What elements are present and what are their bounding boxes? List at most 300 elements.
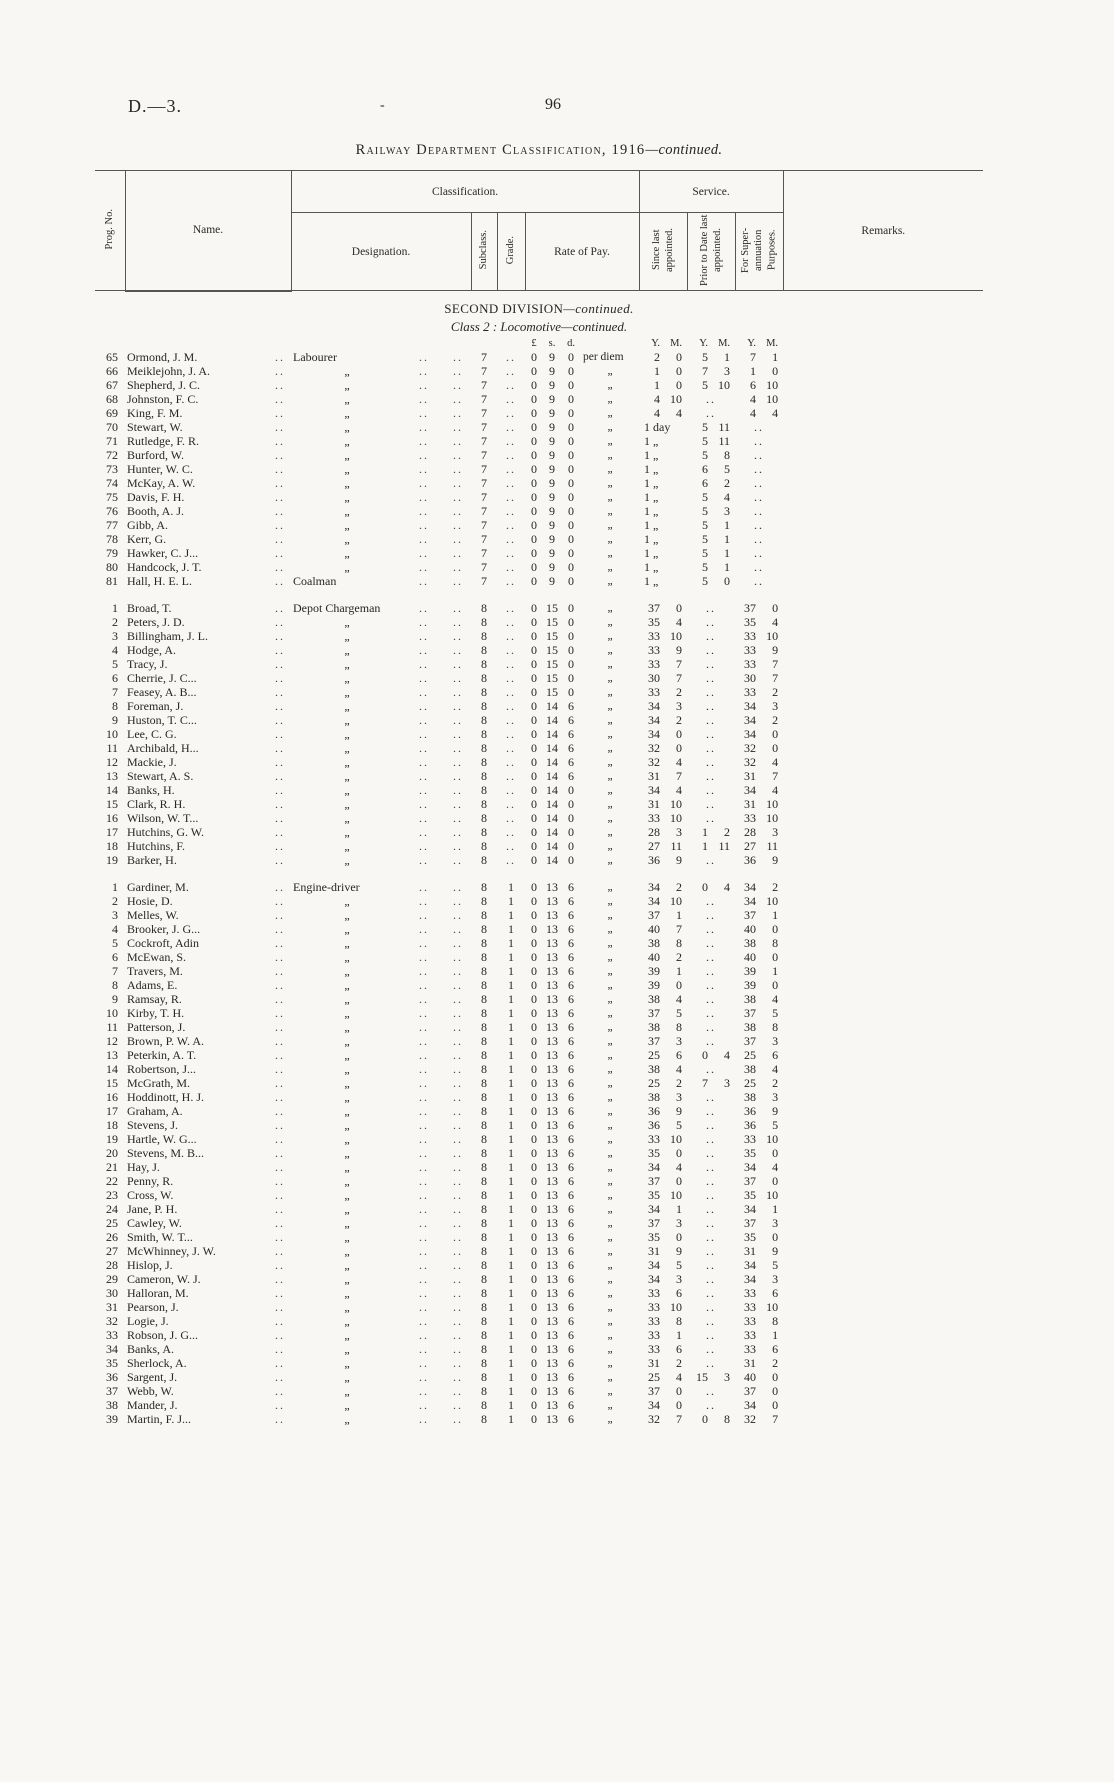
table-row <box>95 1146 983 1160</box>
since-last-appointed-months: 10 <box>670 1299 683 1314</box>
leader-dots: .. <box>275 935 285 950</box>
since-last-appointed: 1 „ <box>644 447 659 462</box>
pay-pence: 6 <box>568 1285 574 1300</box>
employee-name: Hartle, W. G... <box>127 1131 197 1146</box>
leader-dots: .. <box>419 907 429 922</box>
pay-shillings: 13 <box>546 1061 558 1076</box>
superannuation-years: 37 <box>744 907 757 922</box>
prog-no: 15 <box>106 796 118 811</box>
leader-dots: .. <box>453 1145 463 1160</box>
table-row <box>95 992 983 1006</box>
remarks <box>783 1188 983 1202</box>
leader-dots: .. <box>453 796 463 811</box>
pay-shillings: 9 <box>549 461 555 476</box>
pay-shillings: 13 <box>546 949 558 964</box>
pay-pounds: 0 <box>531 907 537 922</box>
rate-per: „ <box>607 741 613 754</box>
prog-no: 8 <box>112 977 118 992</box>
grade: 1 <box>508 1229 514 1244</box>
prog-no: 21 <box>106 1159 118 1174</box>
remarks <box>783 434 983 448</box>
leader-dots: .. <box>419 1355 429 1370</box>
leader-dots: .. <box>453 1397 463 1412</box>
pay-pounds: 0 <box>531 1061 537 1076</box>
pay-pounds: 0 <box>531 1047 537 1062</box>
prog-no: 1 <box>112 879 118 894</box>
remarks <box>783 378 983 392</box>
table-row <box>95 713 983 727</box>
prog-no: 7 <box>112 684 118 699</box>
pay-pounds: 0 <box>531 782 537 797</box>
pay-shillings: 13 <box>546 1313 558 1328</box>
table-row <box>95 490 983 504</box>
subclass: 8 <box>481 1271 487 1286</box>
remarks <box>783 1272 983 1286</box>
prog-no: 74 <box>106 475 118 490</box>
pay-pence: 6 <box>568 1159 574 1174</box>
superannuation-months: 7 <box>772 768 779 783</box>
leader-dots: .. <box>419 1131 429 1146</box>
pay-pence: 6 <box>568 1075 574 1090</box>
leader-dots: .. <box>275 349 285 364</box>
superannuation-years: 34 <box>744 698 757 713</box>
leader-dots: .. <box>419 391 429 406</box>
leader-dots: .. <box>275 628 285 643</box>
superannuation-years: 34 <box>744 726 757 741</box>
table-row <box>95 1216 983 1230</box>
leader-dots: .. <box>419 810 429 825</box>
superannuation-years: 27 <box>744 838 757 853</box>
superannuation-months: 3 <box>772 1089 779 1104</box>
superannuation-months: 0 <box>772 977 779 992</box>
rate-per: „ <box>607 1202 613 1215</box>
since-last-appointed-years: 4 <box>654 391 661 406</box>
superannuation-months: 0 <box>772 949 779 964</box>
superannuation-years: 40 <box>744 921 757 936</box>
pay-shillings: 14 <box>546 852 558 867</box>
employee-name: Hutchins, F. <box>127 838 186 853</box>
prog-no: 3 <box>112 907 118 922</box>
leader-dots: .. <box>419 796 429 811</box>
prog-no: 29 <box>106 1271 118 1286</box>
pay-pounds: 0 <box>531 670 537 685</box>
pay-shillings: 13 <box>546 1019 558 1034</box>
prog-no: 23 <box>106 1187 118 1202</box>
leader-dots: .. <box>419 489 429 504</box>
superannuation-years: 34 <box>744 879 757 894</box>
remarks <box>783 364 983 378</box>
header-prog-no <box>95 171 125 291</box>
leader-dots: .. <box>419 1145 429 1160</box>
grade: .. <box>506 447 516 462</box>
pay-pounds: 0 <box>531 391 537 406</box>
superannuation-months: 6 <box>772 1047 779 1062</box>
leader-dots: .. <box>453 628 463 643</box>
leader-dots: .. <box>275 1075 285 1090</box>
leader-dots: .. <box>453 1355 463 1370</box>
pay-pounds: 0 <box>531 614 537 629</box>
pay-shillings: 13 <box>546 935 558 950</box>
table-row <box>95 755 983 769</box>
superannuation-months: 4 <box>772 754 779 769</box>
header-since-last-appointed-label: Since last appointed. <box>650 227 676 273</box>
remarks <box>783 894 983 908</box>
since-last-appointed-years: 34 <box>648 712 661 727</box>
rate-per: „ <box>607 922 613 935</box>
subclass: 8 <box>481 1411 487 1426</box>
leader-dots: .. <box>275 963 285 978</box>
prior-service-none: .. <box>706 1243 717 1258</box>
remarks <box>783 978 983 992</box>
employee-name: Hutchins, G. W. <box>127 824 205 839</box>
rate-per: „ <box>607 1328 613 1341</box>
prior-service-years: 5 <box>702 503 709 518</box>
employee-name: Gardiner, M. <box>127 879 189 894</box>
leader-dots: .. <box>453 670 463 685</box>
grade: .. <box>506 573 516 588</box>
since-last-appointed-months: 8 <box>676 1019 683 1034</box>
leader-dots: .. <box>453 573 463 588</box>
pay-shillings: 14 <box>546 768 558 783</box>
prog-no: 34 <box>106 1341 118 1356</box>
prog-no: 68 <box>106 391 118 406</box>
superannuation-years: 35 <box>744 614 757 629</box>
grade: 1 <box>508 1383 514 1398</box>
remarks <box>783 490 983 504</box>
leader-dots: .. <box>419 1075 429 1090</box>
employee-name: Johnston, F. C. <box>127 391 199 406</box>
grade: .. <box>506 475 516 490</box>
superannuation-months: 11 <box>766 838 779 853</box>
designation: „ <box>344 907 350 922</box>
prior-service-none: .. <box>706 1299 717 1314</box>
pay-pence: 0 <box>568 642 574 657</box>
pay-pounds: 0 <box>531 935 537 950</box>
since-last-appointed-years: 35 <box>648 614 661 629</box>
subclass: 8 <box>481 1313 487 1328</box>
superannuation-years: 40 <box>744 1369 757 1384</box>
designation: „ <box>344 893 350 908</box>
pay-pounds: 0 <box>531 517 537 532</box>
since-last-appointed-months: 10 <box>670 796 683 811</box>
subclass: 8 <box>481 698 487 713</box>
rate-per: „ <box>607 1370 613 1383</box>
prior-service-months: 11 <box>718 433 731 448</box>
pay-pence: 6 <box>568 1047 574 1062</box>
designation: „ <box>344 1187 350 1202</box>
remarks <box>783 741 983 755</box>
designation: „ <box>344 963 350 978</box>
rate-per: „ <box>607 490 613 503</box>
rate-per: „ <box>607 1286 613 1299</box>
designation: „ <box>344 1061 350 1076</box>
subclass: 8 <box>481 907 487 922</box>
leader-dots: .. <box>419 1215 429 1230</box>
table-row <box>95 978 983 992</box>
prior-service-none: .. <box>706 1257 717 1272</box>
table-row <box>95 1132 983 1146</box>
leader-dots: .. <box>419 559 429 574</box>
employee-name: McWhinney, J. W. <box>127 1243 216 1258</box>
leader-dots: .. <box>275 461 285 476</box>
leader-dots: .. <box>453 1215 463 1230</box>
document-title-main: Railway Department Classification, 1916 <box>355 142 646 158</box>
employee-name: Ramsay, R. <box>127 991 182 1006</box>
prog-no: 5 <box>112 935 118 950</box>
grade: 1 <box>508 1019 514 1034</box>
superannuation-years: 4 <box>750 405 757 420</box>
grade: 1 <box>508 1103 514 1118</box>
pay-shillings: 9 <box>549 545 555 560</box>
superannuation-years: 37 <box>744 1033 757 1048</box>
pay-shillings: 14 <box>546 726 558 741</box>
grade: .. <box>506 559 516 574</box>
pay-pounds: 0 <box>531 726 537 741</box>
rate-per: „ <box>607 1020 613 1033</box>
since-last-appointed-years: 34 <box>648 1397 661 1412</box>
subclass: 8 <box>481 963 487 978</box>
employee-name: Meiklejohn, J. A. <box>127 363 210 378</box>
pay-shillings: 13 <box>546 1005 558 1020</box>
pay-shillings: 13 <box>546 921 558 936</box>
leader-dots: .. <box>275 517 285 532</box>
since-last-appointed-months: 9 <box>676 1243 683 1258</box>
subclass: 8 <box>481 1187 487 1202</box>
subclass: 7 <box>481 433 487 448</box>
rate-per: „ <box>607 727 613 740</box>
prior-service-none: .. <box>706 1061 717 1076</box>
leader-dots: .. <box>419 503 429 518</box>
designation: „ <box>344 768 350 783</box>
since-last-appointed-years: 38 <box>648 935 661 950</box>
prior-service-years: 0 <box>702 1411 709 1426</box>
leader-dots: .. <box>453 461 463 476</box>
pay-shillings: 13 <box>546 907 558 922</box>
employee-name: McEwan, S. <box>127 949 186 964</box>
employee-name: Graham, A. <box>127 1103 183 1118</box>
pay-shillings: 13 <box>546 1089 558 1104</box>
rate-per: „ <box>607 1188 613 1201</box>
table-row <box>95 532 983 546</box>
superannuation-years: 30 <box>744 670 757 685</box>
pay-shillings: 14 <box>546 712 558 727</box>
since-last-appointed-months: 1 <box>676 1327 683 1342</box>
remarks <box>783 1104 983 1118</box>
grade: 1 <box>508 935 514 950</box>
since-last-appointed: 1 „ <box>644 517 659 532</box>
prior-service-years: 5 <box>702 545 709 560</box>
prior-service-none: .. <box>706 796 717 811</box>
prior-service-none: .. <box>706 726 717 741</box>
leader-dots: .. <box>453 698 463 713</box>
pay-pence: 0 <box>568 824 574 839</box>
pay-pence: 6 <box>568 768 574 783</box>
superannuation-years: 4 <box>750 391 757 406</box>
designation: „ <box>344 628 350 643</box>
prior-service-months: 10 <box>718 377 731 392</box>
rate-per: „ <box>607 797 613 810</box>
leader-dots: .. <box>453 1117 463 1132</box>
superannuation-years: 39 <box>744 977 757 992</box>
employee-name: Feasey, A. B... <box>127 684 197 699</box>
pay-pence: 0 <box>568 559 574 574</box>
pay-pence: 0 <box>568 433 574 448</box>
unit-year: Y. <box>747 337 757 349</box>
superannuation-none: .. <box>754 447 765 462</box>
since-last-appointed-years: 1 <box>654 363 661 378</box>
grade: .. <box>506 531 516 546</box>
rate-per: „ <box>607 629 613 642</box>
superannuation-years: 34 <box>744 712 757 727</box>
employee-name: Brooker, J. G... <box>127 921 201 936</box>
pay-shillings: 13 <box>546 893 558 908</box>
since-last-appointed-months: 3 <box>676 1271 683 1286</box>
pay-shillings: 9 <box>549 405 555 420</box>
subclass: 7 <box>481 447 487 462</box>
leader-dots: .. <box>275 489 285 504</box>
prior-service-none: .. <box>706 810 717 825</box>
pay-pence: 6 <box>568 698 574 713</box>
designation: „ <box>344 1243 350 1258</box>
since-last-appointed-months: 0 <box>676 977 683 992</box>
prior-service-years: 0 <box>702 879 709 894</box>
superannuation-none: .. <box>754 489 765 504</box>
since-last-appointed-years: 38 <box>648 991 661 1006</box>
header-superannuation-purposes <box>735 213 783 291</box>
superannuation-months: 4 <box>772 1061 779 1076</box>
prior-service-none: .. <box>706 768 717 783</box>
prog-no: 9 <box>112 712 118 727</box>
remarks <box>783 1328 983 1342</box>
prog-no: 27 <box>106 1243 118 1258</box>
since-last-appointed-months: 6 <box>676 1047 683 1062</box>
leader-dots: .. <box>275 740 285 755</box>
since-last-appointed-years: 31 <box>648 1355 661 1370</box>
table-row <box>95 392 983 406</box>
grade: .. <box>506 684 516 699</box>
prior-service-months: 11 <box>718 419 731 434</box>
pay-shillings: 13 <box>546 1047 558 1062</box>
superannuation-years: 35 <box>744 1187 757 1202</box>
subclass: 7 <box>481 573 487 588</box>
employee-name: Travers, M. <box>127 963 183 978</box>
prior-service-years: 6 <box>702 461 709 476</box>
prog-no: 6 <box>112 670 118 685</box>
leader-dots: .. <box>275 1299 285 1314</box>
prog-no: 3 <box>112 628 118 643</box>
pay-pounds: 0 <box>531 503 537 518</box>
since-last-appointed-months: 0 <box>676 1383 683 1398</box>
subclass: 8 <box>481 1299 487 1314</box>
leader-dots: .. <box>275 1411 285 1426</box>
grade: .. <box>506 726 516 741</box>
leader-dots: .. <box>453 949 463 964</box>
leader-dots: .. <box>275 475 285 490</box>
prog-no: 10 <box>106 726 118 741</box>
prog-no: 39 <box>106 1411 118 1426</box>
designation: „ <box>344 1271 350 1286</box>
prior-service-none: .. <box>706 963 717 978</box>
pay-pounds: 0 <box>531 1313 537 1328</box>
leader-dots: .. <box>453 782 463 797</box>
leader-dots: .. <box>453 1369 463 1384</box>
employee-name: Mander, J. <box>127 1397 178 1412</box>
employee-name: Clark, R. H. <box>127 796 186 811</box>
prog-no: 31 <box>106 1299 118 1314</box>
grade: .. <box>506 377 516 392</box>
leader-dots: .. <box>453 991 463 1006</box>
leader-dots: .. <box>419 573 429 588</box>
leader-dots: .. <box>419 1061 429 1076</box>
header-remarks: Remarks. <box>783 171 983 291</box>
leader-dots: .. <box>419 1327 429 1342</box>
table-row <box>95 560 983 574</box>
superannuation-months: 1 <box>772 349 779 364</box>
prog-no: 32 <box>106 1313 118 1328</box>
pay-pence: 6 <box>568 1257 574 1272</box>
rate-per: „ <box>607 1174 613 1187</box>
section-heading-suffix: —continued. <box>563 300 634 315</box>
leader-dots: .. <box>275 531 285 546</box>
superannuation-months: 9 <box>772 1103 779 1118</box>
leader-dots: .. <box>453 489 463 504</box>
rate-per: „ <box>607 560 613 573</box>
prog-no: 19 <box>106 1131 118 1146</box>
pay-pence: 0 <box>568 600 574 615</box>
since-last-appointed-years: 34 <box>648 726 661 741</box>
pay-pence: 6 <box>568 1131 574 1146</box>
remarks <box>783 727 983 741</box>
rate-per: „ <box>607 1230 613 1243</box>
leader-dots: .. <box>419 838 429 853</box>
since-last-appointed-months: 0 <box>676 349 683 364</box>
since-last-appointed-years: 34 <box>648 782 661 797</box>
grade: 1 <box>508 1369 514 1384</box>
remarks <box>783 853 983 867</box>
pay-pounds: 0 <box>531 433 537 448</box>
grade: 1 <box>508 1075 514 1090</box>
subclass: 8 <box>481 1117 487 1132</box>
superannuation-years: 32 <box>744 1411 757 1426</box>
prog-no: 18 <box>106 838 118 853</box>
prog-no: 17 <box>106 824 118 839</box>
since-last-appointed-months: 2 <box>676 1355 683 1370</box>
grade: .. <box>506 433 516 448</box>
prog-no: 26 <box>106 1229 118 1244</box>
pay-pounds: 0 <box>531 1383 537 1398</box>
remarks <box>783 1230 983 1244</box>
grade: 1 <box>508 949 514 964</box>
grade: 1 <box>508 1327 514 1342</box>
table-row <box>95 908 983 922</box>
superannuation-years: 7 <box>750 349 757 364</box>
table-row <box>95 1244 983 1258</box>
grade: .. <box>506 656 516 671</box>
superannuation-months: 8 <box>772 935 779 950</box>
employee-name: Pearson, J. <box>127 1299 179 1314</box>
since-last-appointed-months: 1 <box>676 907 683 922</box>
grade: 1 <box>508 921 514 936</box>
table-row <box>95 1342 983 1356</box>
employee-name: Handcock, J. T. <box>127 559 202 574</box>
since-last-appointed-years: 34 <box>648 1201 661 1216</box>
employee-name: Cross, W. <box>127 1187 174 1202</box>
pay-shillings: 13 <box>546 1327 558 1342</box>
table-header-row-1 <box>95 171 983 213</box>
subclass: 7 <box>481 461 487 476</box>
leader-dots: .. <box>453 768 463 783</box>
remarks <box>783 1160 983 1174</box>
